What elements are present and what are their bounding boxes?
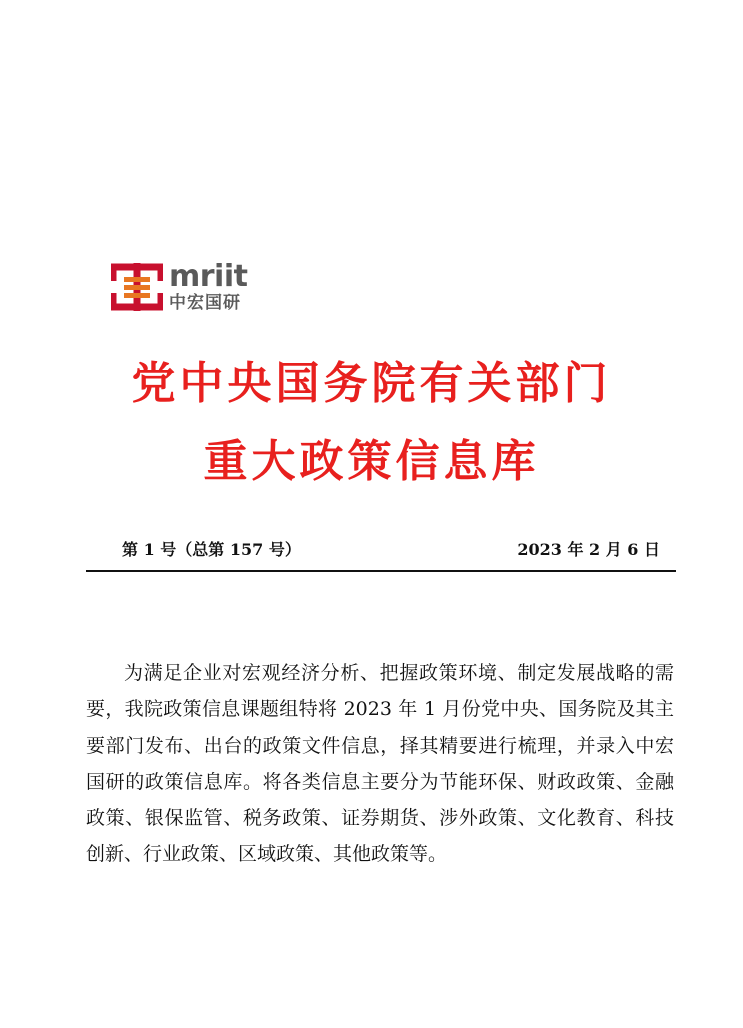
issue-meta (86, 537, 676, 559)
intro-paragraph: 为满足企业对宏观经济分析、把握政策环境、制定发展战略的需要，我院政策信息课题组特将 2023 年 1 月份党中央、国务院及其主要部门发布、出台的政策文件信息，择其精要进行梳理，并录入中宏国研的政策信息库。将各类信息主要分为节能环保、财政政策、金融政策、银保监管、税务政策、证券期货、涉外政策、文化教育、科技创新、行业政策、区域政策、其他政策等。 (86, 662, 674, 866)
document-title-line-2: 重大政策信息库 (203, 436, 540, 487)
document-title-line-1: 党中央国务院有关部门 (131, 358, 612, 409)
issue-date: 2023 年 2 月 6 日 (517, 540, 660, 559)
logo-text (169, 259, 248, 313)
header-divider (86, 570, 676, 572)
mriit-logo-mark-icon (111, 261, 163, 313)
logo (111, 258, 261, 316)
issue-number: 第 1 号（总第 157 号） (122, 540, 301, 559)
logo-name-cn: 中宏国研 (169, 293, 241, 313)
logo-name-en: mriit (169, 259, 248, 294)
